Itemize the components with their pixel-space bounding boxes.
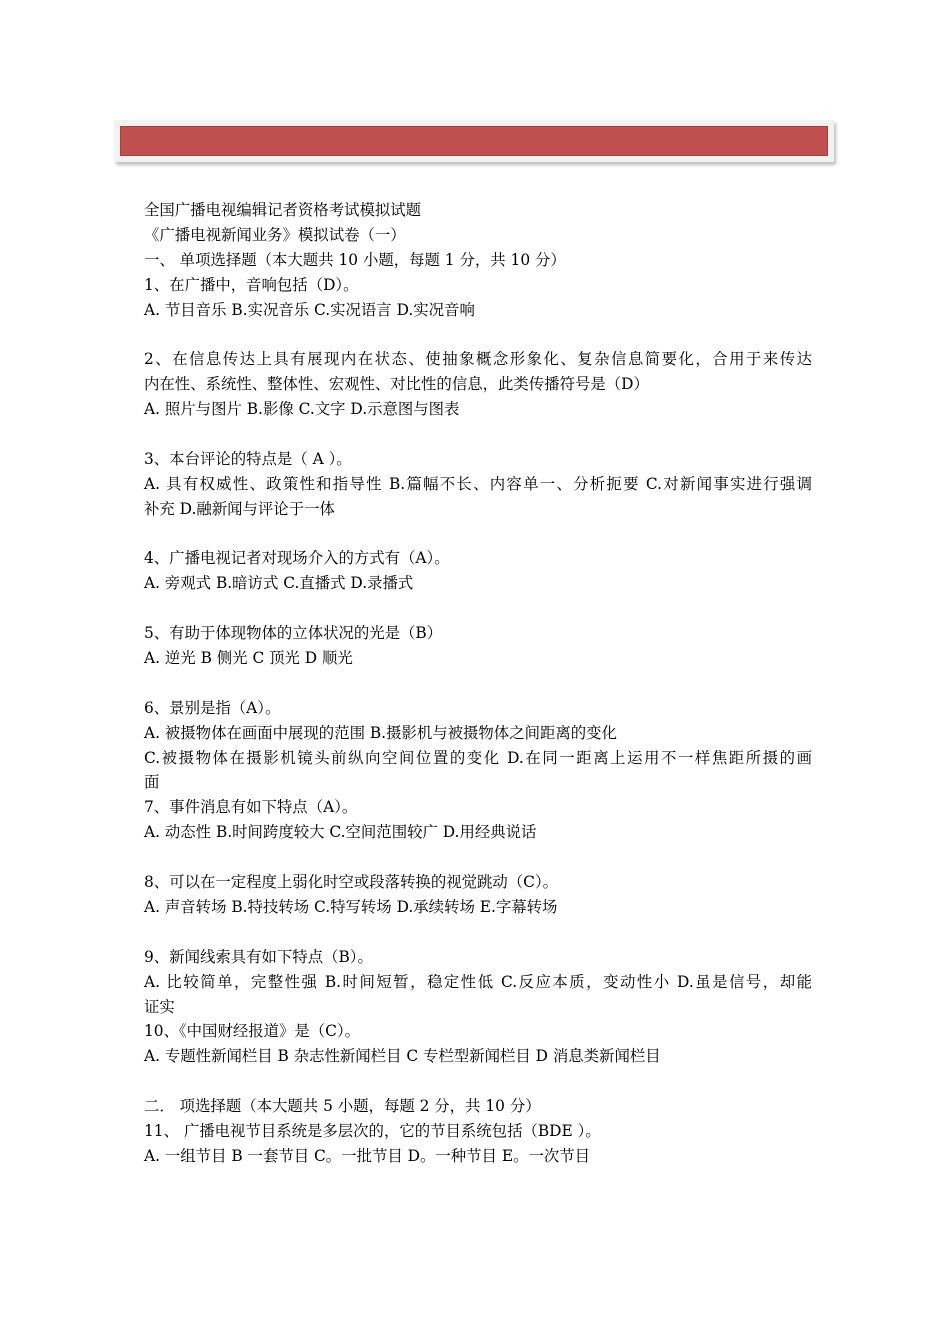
question-10: 10、《中国财经报道》是（C）。	[144, 1022, 361, 1041]
question-5-options: A. 逆光 B 侧光 C 顶光 D 顺光	[144, 649, 353, 668]
document-body	[144, 198, 812, 1169]
question-2: 2、在信息传达上具有展现内在状态、使抽象概念形象化、复杂信息简要化，合用于来传达	[144, 350, 812, 369]
question-5: 5、有助于体现物体的立体状况的光是（B）	[144, 624, 443, 643]
question-7-options: A. 动态性 B.时间跨度较大 C.空间范围较广 D.用经典说话	[144, 823, 537, 842]
question-6-options-cont-2: 面	[144, 773, 160, 792]
question-7: 7、事件消息有如下特点（A）。	[144, 798, 358, 817]
question-11: 11、 广播电视节目系统是多层次的，它的节目系统包括（BDE ）。	[144, 1121, 601, 1140]
question-3-options: A. 具有权威性、政策性和指导性 B.篇幅不长、内容单一、分析扼要 C.对新闻事实进行强调	[144, 474, 812, 493]
section-1-heading: 一、 单项选择题（本大题共 10 小题，每题 1 分，共 10 分）	[144, 250, 566, 269]
document-title: 全国广播电视编辑记者资格考试模拟试题	[144, 201, 422, 219]
question-1-options: A. 节目音乐 B.实况音乐 C.实况语言 D.实况音响	[144, 300, 475, 319]
question-2-cont: 内在性、系统性、整体性、宏观性、对比性的信息，此类传播符号是（D）	[144, 375, 649, 394]
question-9-options-cont: 证实	[144, 997, 175, 1016]
question-9-options: A. 比较简单，完整性强 B.时间短暂，稳定性低 C.反应本质，变动性小 D.虽是信号，却能	[144, 972, 812, 991]
question-8-options: A. 声音转场 B.特技转场 C.特写转场 D.承续转场 E.字幕转场	[144, 897, 558, 916]
question-11-options: A. 一组节目 B 一套节目 C。一批节目 D。一种节目 E。一次节目	[144, 1146, 591, 1165]
question-6-options-cont: C.被摄物体在摄影机镜头前纵向空间位置的变化 D.在同一距离上运用不一样焦距所摄的画	[144, 748, 812, 767]
question-3-options-cont: 补充 D.融新闻与评论于一体	[144, 499, 335, 518]
question-1: 1、在广播中，音响包括（D）。	[144, 275, 359, 294]
document-subtitle: 《广播电视新闻业务》模拟试卷（一）	[144, 225, 406, 244]
section-2-heading: 二． 项选择题（本大题共 5 小题，每题 2 分，共 10 分）	[144, 1097, 541, 1116]
question-3: 3、本台评论的特点是（ A ）。	[144, 449, 352, 468]
header-banner-bar	[120, 126, 828, 156]
question-9: 9、新闻线索具有如下特点（B）。	[144, 947, 373, 966]
header-banner	[114, 120, 834, 162]
question-4: 4、广播电视记者对现场介入的方式有（A）。	[144, 549, 450, 568]
question-10-options: A. 专题性新闻栏目 B 杂志性新闻栏目 C 专栏型新闻栏目 D 消息类新闻栏目	[144, 1047, 661, 1066]
question-6-options: A. 被摄物体在画面中展现的范围 B.摄影机与被摄物体之间距离的变化	[144, 723, 617, 742]
question-6: 6、景别是指（A）。	[144, 698, 281, 717]
question-2-options: A. 照片与图片 B.影像 C.文字 D.示意图与图表	[144, 400, 460, 419]
question-8: 8、可以在一定程度上弱化时空或段落转换的视觉跳动（C）。	[144, 873, 559, 892]
question-4-options: A. 旁观式 B.暗访式 C.直播式 D.录播式	[144, 574, 414, 593]
